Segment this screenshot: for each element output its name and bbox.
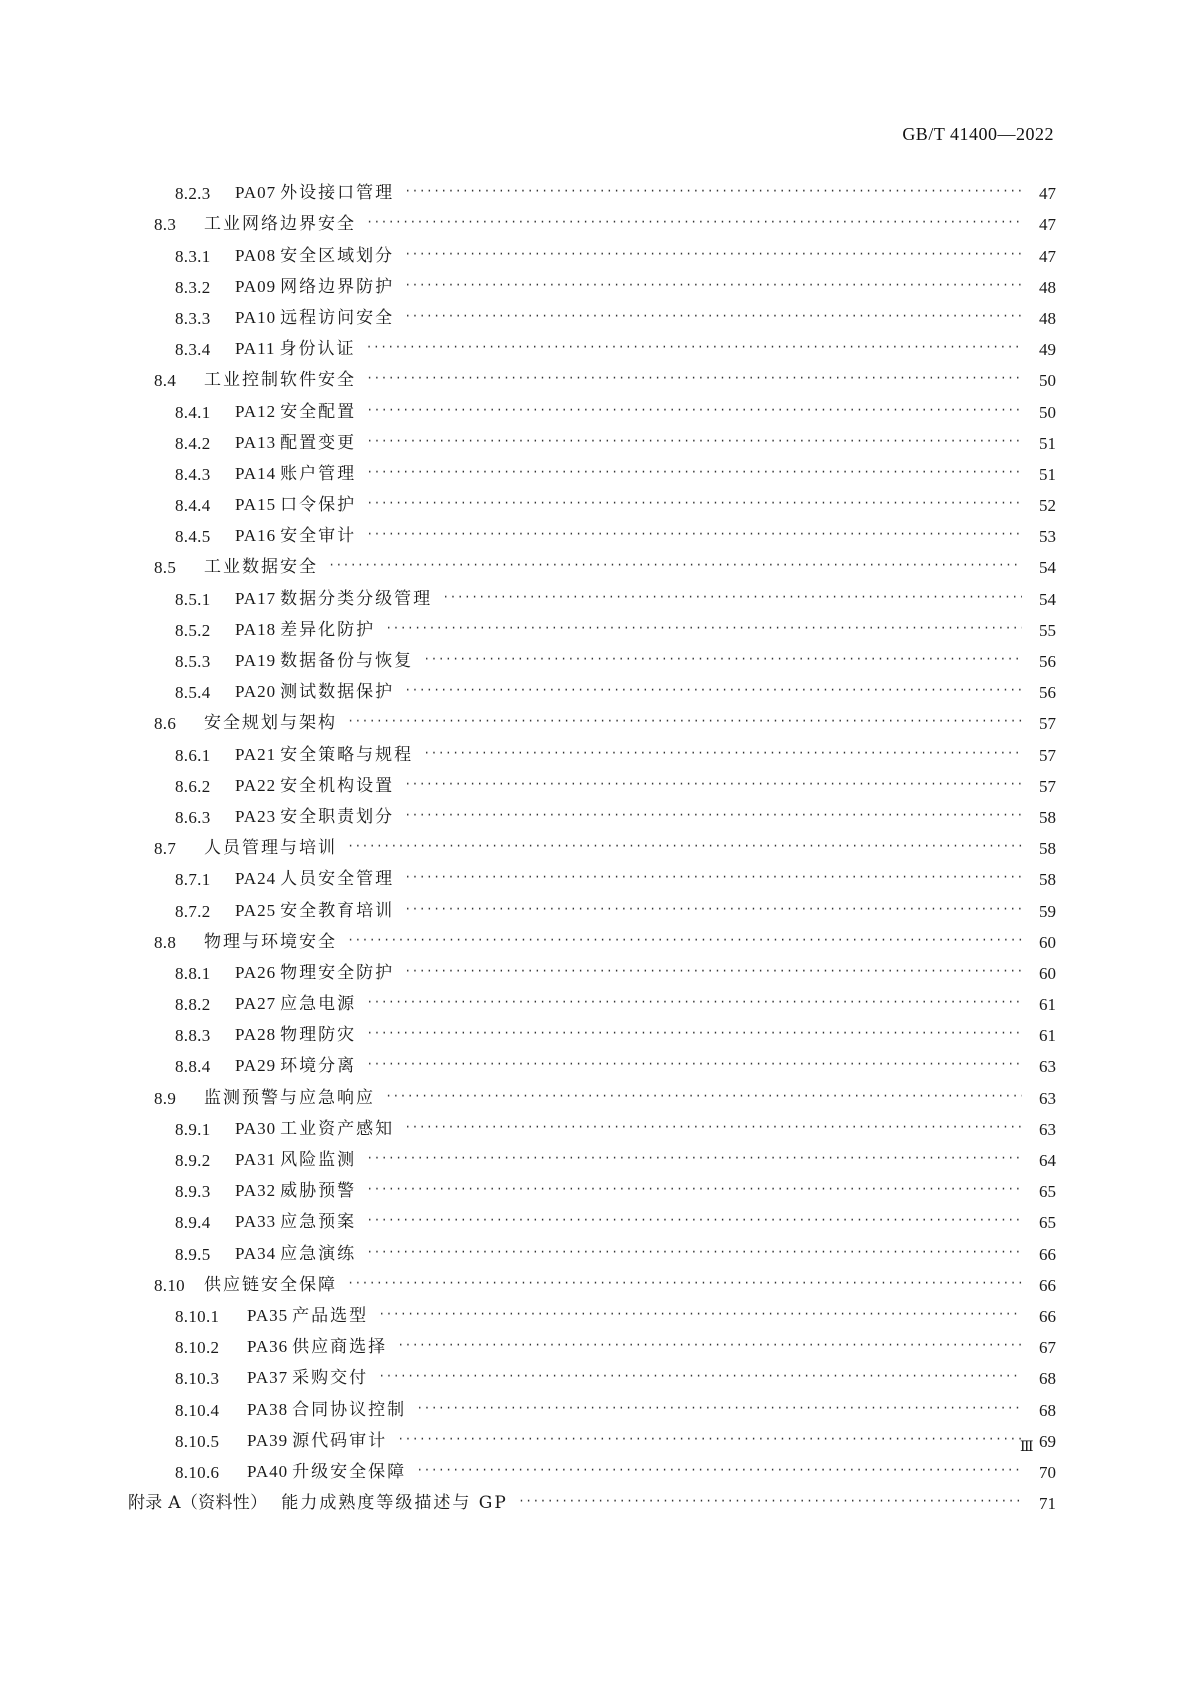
toc-entry-page: 51 bbox=[1039, 433, 1056, 453]
toc-entry-number: 8.4.4 bbox=[175, 496, 211, 516]
toc-entry-pa-code: PA27 bbox=[235, 994, 277, 1014]
toc-entry-label bbox=[204, 927, 337, 958]
toc-entry-page: 50 bbox=[1039, 371, 1056, 391]
toc-entry-label bbox=[235, 614, 375, 646]
toc-entry-page: 54 bbox=[1039, 558, 1056, 578]
toc-entry[interactable] bbox=[128, 958, 1056, 989]
toc-dot-leader bbox=[366, 1205, 1022, 1236]
toc-entry[interactable] bbox=[128, 490, 1056, 521]
toc-entry-page: 70 bbox=[1039, 1462, 1056, 1482]
toc-entry-page: 63 bbox=[1039, 1088, 1056, 1108]
toc-dot-leader bbox=[416, 1455, 1022, 1486]
toc-entry-label bbox=[235, 1238, 356, 1270]
toc-entry-label bbox=[235, 520, 356, 552]
toc-entry-page: 58 bbox=[1039, 839, 1056, 859]
toc-entry-title: 口令保护 bbox=[280, 495, 357, 516]
toc-entry-title: 远程访问安全 bbox=[280, 307, 395, 328]
table-of-contents bbox=[128, 178, 1056, 1519]
toc-entry-pa-code: PA23 bbox=[235, 806, 277, 826]
toc-entry-pa-code: PA29 bbox=[235, 1056, 277, 1076]
toc-dot-leader bbox=[423, 644, 1022, 675]
toc-dot-leader bbox=[416, 1393, 1022, 1424]
toc-entry-page: 49 bbox=[1039, 340, 1056, 360]
toc-entry[interactable] bbox=[128, 428, 1056, 459]
toc-entry-label bbox=[235, 1206, 356, 1238]
toc-entry-title: 应急演练 bbox=[280, 1243, 357, 1264]
toc-dot-leader bbox=[366, 1174, 1022, 1205]
toc-entry-title: 安全教育培训 bbox=[280, 900, 395, 921]
toc-entry[interactable] bbox=[128, 802, 1056, 833]
toc-entry-label bbox=[235, 1019, 356, 1051]
toc-entry-title: 安全审计 bbox=[280, 526, 357, 547]
toc-entry-label bbox=[235, 988, 356, 1020]
toc-entry-number: 8.5.1 bbox=[175, 589, 211, 609]
toc-entry[interactable] bbox=[128, 1332, 1056, 1363]
toc-entry[interactable] bbox=[128, 927, 1056, 958]
toc-entry-pa-code: PA30 bbox=[235, 1118, 277, 1138]
toc-entry-pa-code: PA07 bbox=[235, 183, 277, 203]
toc-entry-number: 8.4.1 bbox=[175, 402, 211, 422]
toc-entry-number: 8.8.1 bbox=[175, 963, 211, 983]
toc-entry[interactable] bbox=[128, 833, 1056, 864]
toc-dot-leader bbox=[366, 987, 1022, 1018]
toc-entry-page: 54 bbox=[1039, 589, 1056, 609]
toc-dot-leader bbox=[347, 1268, 1022, 1299]
toc-entry-number: 8.9.5 bbox=[175, 1244, 211, 1264]
toc-entry-pa-code: PA08 bbox=[235, 245, 277, 265]
toc-entry-pa-code: PA13 bbox=[235, 432, 277, 452]
toc-entry-number: 8.8.4 bbox=[175, 1057, 211, 1077]
toc-dot-leader bbox=[404, 800, 1022, 831]
toc-entry-pa-code: PA32 bbox=[235, 1181, 277, 1201]
toc-entry[interactable] bbox=[128, 646, 1056, 677]
toc-entry-number: 8.5.4 bbox=[175, 683, 211, 703]
toc-dot-leader bbox=[385, 613, 1022, 644]
toc-entry-pa-code: PA22 bbox=[235, 775, 277, 795]
toc-entry-number: 8.10 bbox=[154, 1275, 185, 1295]
toc-entry-label bbox=[235, 240, 394, 272]
toc-dot-leader bbox=[442, 582, 1022, 613]
toc-entry-number: 8.3.4 bbox=[175, 340, 211, 360]
toc-entry-page: 67 bbox=[1039, 1338, 1056, 1358]
toc-dot-leader bbox=[366, 395, 1022, 426]
toc-entry-number: 8.9.3 bbox=[175, 1182, 211, 1202]
toc-entry-number: 8.3 bbox=[154, 215, 177, 235]
toc-entry-label bbox=[281, 1488, 507, 1519]
toc-entry-page: 47 bbox=[1039, 246, 1056, 266]
toc-entry-page: 66 bbox=[1039, 1275, 1056, 1295]
toc-entry-number: 8.10.5 bbox=[175, 1431, 220, 1451]
toc-entry[interactable] bbox=[128, 708, 1056, 739]
toc-entry-pa-code: PA19 bbox=[235, 651, 277, 670]
toc-entry-title: 工业数据安全 bbox=[204, 557, 318, 578]
toc-dot-leader bbox=[404, 176, 1022, 207]
toc-entry[interactable] bbox=[128, 209, 1056, 240]
toc-entry-title: 物理防灾 bbox=[280, 1025, 357, 1046]
toc-entry-page: 50 bbox=[1039, 402, 1056, 422]
toc-entry-title: 数据分类分级管理 bbox=[280, 588, 433, 609]
toc-entry[interactable] bbox=[128, 1207, 1056, 1238]
toc-entry-page: 57 bbox=[1039, 714, 1056, 734]
toc-entry-number: 8.4 bbox=[154, 371, 177, 391]
toc-entry-label bbox=[235, 801, 394, 833]
toc-entry-pa-code: PA20 bbox=[235, 682, 277, 702]
toc-entry-label bbox=[235, 396, 356, 428]
toc-entry-label bbox=[235, 333, 356, 365]
toc-entry-title: 账户管理 bbox=[280, 463, 357, 484]
toc-entry-label bbox=[235, 302, 394, 334]
toc-dot-leader bbox=[378, 1361, 1022, 1392]
toc-entry-page: 58 bbox=[1039, 870, 1056, 890]
toc-entry-page: 59 bbox=[1039, 901, 1056, 921]
toc-entry-title: 安全策略与规程 bbox=[280, 744, 414, 765]
toc-entry-label bbox=[235, 1144, 356, 1176]
toc-entry[interactable] bbox=[128, 1145, 1056, 1176]
toc-entry-title: 供应商选择 bbox=[292, 1337, 388, 1358]
toc-entry-number: 8.10.3 bbox=[175, 1369, 220, 1389]
toc-entry-pa-code: PA40 bbox=[247, 1461, 289, 1481]
toc-entry-label bbox=[247, 1331, 387, 1363]
toc-entry-page: 47 bbox=[1039, 184, 1056, 204]
toc-entry[interactable] bbox=[128, 178, 1056, 209]
toc-entry-pa-code: PA26 bbox=[235, 962, 277, 982]
toc-entry-title: 供应链安全保障 bbox=[204, 1274, 337, 1295]
toc-entry-label bbox=[235, 645, 413, 677]
toc-dot-leader bbox=[366, 1237, 1022, 1268]
toc-entry[interactable] bbox=[128, 1270, 1056, 1301]
toc-entry[interactable] bbox=[128, 739, 1056, 770]
toc-entry[interactable] bbox=[128, 677, 1056, 708]
toc-entry-page: 61 bbox=[1039, 1026, 1056, 1046]
toc-entry[interactable] bbox=[128, 771, 1056, 802]
toc-entry-title: 人员管理与培训 bbox=[204, 838, 337, 859]
toc-entry[interactable] bbox=[128, 1426, 1056, 1457]
toc-entry-pa-code: PA39 bbox=[247, 1430, 289, 1450]
toc-entry-pa-code: PA14 bbox=[235, 463, 277, 483]
toc-entry-number: 8.9.1 bbox=[175, 1119, 211, 1139]
toc-entry-page: 68 bbox=[1039, 1400, 1056, 1420]
toc-entry-title: 升级安全保障 bbox=[292, 1461, 407, 1482]
toc-dot-leader bbox=[347, 706, 1022, 737]
toc-entry-title: 安全区域划分 bbox=[280, 245, 395, 266]
toc-entry-title: 能力成熟度等级描述与 GP bbox=[281, 1493, 508, 1514]
toc-entry-title: 配置变更 bbox=[280, 432, 357, 453]
toc-entry-pa-code: PA17 bbox=[235, 588, 277, 608]
toc-entry-page: 55 bbox=[1039, 620, 1056, 640]
toc-entry[interactable] bbox=[128, 615, 1056, 646]
toc-entry-label bbox=[235, 1113, 394, 1145]
toc-entry[interactable] bbox=[128, 989, 1056, 1020]
toc-entry-label bbox=[247, 1394, 406, 1426]
toc-entry[interactable] bbox=[128, 1488, 1056, 1519]
toc-entry-number: 8.4.5 bbox=[175, 527, 211, 547]
toc-dot-leader bbox=[366, 363, 1022, 394]
toc-entry[interactable] bbox=[128, 459, 1056, 490]
document-code-header: GB/T 41400—2022 bbox=[902, 124, 1054, 144]
toc-dot-leader bbox=[328, 550, 1022, 581]
toc-entry-page: 63 bbox=[1039, 1119, 1056, 1139]
toc-entry-number: 8.9 bbox=[154, 1088, 177, 1108]
toc-entry-page: 48 bbox=[1039, 277, 1056, 297]
toc-dot-leader bbox=[397, 1424, 1022, 1455]
toc-entry-page: 66 bbox=[1039, 1244, 1056, 1264]
toc-entry-page: 53 bbox=[1039, 527, 1056, 547]
toc-entry-title: 安全机构设置 bbox=[280, 775, 395, 796]
toc-entry-label bbox=[204, 209, 356, 240]
toc-entry[interactable] bbox=[128, 1301, 1056, 1332]
toc-entry-number: 8.3.1 bbox=[175, 246, 211, 266]
toc-entry-number: 8.8 bbox=[154, 932, 177, 952]
toc-entry[interactable] bbox=[128, 521, 1056, 552]
toc-dot-leader bbox=[366, 1049, 1022, 1080]
toc-entry-label bbox=[235, 271, 394, 303]
toc-entry-label bbox=[235, 458, 356, 490]
toc-entry-title: 测试数据保护 bbox=[280, 682, 395, 703]
toc-entry-title: 监测预警与应急响应 bbox=[204, 1087, 375, 1108]
toc-entry[interactable] bbox=[128, 1363, 1056, 1394]
toc-entry-number: 附录 A（资料性） bbox=[128, 1493, 268, 1514]
toc-entry-label bbox=[204, 1270, 337, 1301]
toc-entry-pa-code: PA31 bbox=[235, 1150, 277, 1169]
toc-dot-leader bbox=[385, 1081, 1022, 1112]
toc-entry-number: 8.3.2 bbox=[175, 277, 211, 297]
toc-dot-leader bbox=[404, 675, 1022, 706]
toc-entry-page: 60 bbox=[1039, 932, 1056, 952]
toc-entry-pa-code: PA09 bbox=[235, 276, 277, 296]
toc-dot-leader bbox=[423, 738, 1022, 769]
toc-entry-pa-code: PA36 bbox=[247, 1337, 289, 1357]
toc-dot-leader bbox=[366, 488, 1022, 519]
toc-entry-label bbox=[235, 583, 432, 615]
toc-entry-pa-code: PA12 bbox=[235, 401, 277, 421]
toc-dot-leader bbox=[404, 769, 1022, 800]
toc-entry[interactable] bbox=[128, 895, 1056, 926]
toc-entry-label bbox=[235, 739, 413, 771]
toc-entry-page: 48 bbox=[1039, 308, 1056, 328]
toc-entry-pa-code: PA37 bbox=[247, 1368, 289, 1388]
toc-entry-label bbox=[235, 957, 394, 989]
toc-entry-label bbox=[204, 552, 318, 583]
toc-entry-label bbox=[204, 708, 337, 739]
toc-entry-pa-code: PA28 bbox=[235, 1025, 277, 1045]
toc-entry-number: 8.5.3 bbox=[175, 652, 211, 671]
toc-dot-leader bbox=[366, 332, 1022, 363]
toc-dot-leader bbox=[397, 1330, 1022, 1361]
toc-entry-page: 57 bbox=[1039, 776, 1056, 796]
toc-dot-leader bbox=[518, 1486, 1022, 1517]
toc-dot-leader bbox=[347, 925, 1022, 956]
toc-entry-title: 人员安全管理 bbox=[280, 869, 395, 890]
toc-entry-number: 8.10.4 bbox=[175, 1400, 220, 1420]
toc-entry-page: 71 bbox=[1039, 1494, 1056, 1514]
toc-entry[interactable] bbox=[128, 1114, 1056, 1145]
toc-entry[interactable] bbox=[128, 1176, 1056, 1207]
toc-entry-number: 8.4.2 bbox=[175, 433, 211, 453]
toc-entry-pa-code: PA21 bbox=[235, 744, 277, 764]
toc-entry-page: 61 bbox=[1039, 995, 1056, 1015]
toc-entry-number: 8.10.1 bbox=[175, 1306, 220, 1326]
toc-dot-leader bbox=[366, 207, 1022, 238]
toc-entry-number: 8.6.3 bbox=[175, 807, 211, 827]
toc-dot-leader bbox=[404, 956, 1022, 987]
toc-entry-title: 物理安全防护 bbox=[280, 962, 395, 983]
toc-entry-number: 8.6.2 bbox=[175, 776, 211, 796]
toc-entry[interactable] bbox=[128, 1020, 1056, 1051]
toc-entry-pa-code: PA18 bbox=[235, 619, 277, 639]
toc-entry-pa-code: PA38 bbox=[247, 1399, 289, 1419]
toc-entry-title: 应急预案 bbox=[280, 1212, 357, 1233]
toc-entry-title: 安全规划与架构 bbox=[204, 713, 337, 734]
toc-entry-label bbox=[247, 1362, 368, 1394]
toc-entry-title: 合同协议控制 bbox=[292, 1399, 407, 1420]
toc-dot-leader bbox=[366, 1143, 1022, 1174]
toc-entry-title: 环境分离 bbox=[280, 1056, 357, 1077]
toc-entry-title: 威胁预警 bbox=[280, 1181, 357, 1202]
toc-entry[interactable] bbox=[128, 1238, 1056, 1269]
toc-entry-number: 8.7.1 bbox=[175, 870, 211, 890]
toc-entry-pa-code: PA16 bbox=[235, 526, 277, 546]
toc-entry-title: 工业网络边界安全 bbox=[204, 214, 356, 235]
toc-entry-title: 安全配置 bbox=[280, 401, 357, 422]
toc-entry[interactable] bbox=[128, 583, 1056, 614]
toc-entry-page: 47 bbox=[1039, 215, 1056, 235]
toc-entry-title: 产品选型 bbox=[292, 1305, 369, 1326]
toc-entry-label bbox=[235, 895, 394, 927]
toc-entry-pa-code: PA11 bbox=[235, 339, 276, 359]
toc-entry-label bbox=[235, 489, 356, 521]
toc-entry[interactable] bbox=[128, 303, 1056, 334]
toc-entry-number: 8.6.1 bbox=[175, 745, 211, 765]
toc-entry-pa-code: PA33 bbox=[235, 1212, 277, 1232]
toc-entry[interactable] bbox=[128, 1457, 1056, 1488]
toc-entry[interactable] bbox=[128, 240, 1056, 271]
toc-entry-page: 58 bbox=[1039, 807, 1056, 827]
toc-entry-page: 60 bbox=[1039, 963, 1056, 983]
toc-entry[interactable] bbox=[128, 272, 1056, 303]
toc-dot-leader bbox=[378, 1299, 1022, 1330]
toc-entry-label bbox=[235, 177, 394, 209]
toc-dot-leader bbox=[366, 1018, 1022, 1049]
toc-entry-title: 工业控制软件安全 bbox=[204, 370, 356, 391]
toc-entry-page: 69 bbox=[1039, 1431, 1056, 1451]
toc-entry-title: 身份认证 bbox=[279, 339, 356, 360]
page-number-footer: Ⅲ bbox=[1020, 1440, 1034, 1455]
toc-entry-page: 64 bbox=[1039, 1151, 1056, 1170]
toc-entry-pa-code: PA34 bbox=[235, 1243, 277, 1263]
toc-entry[interactable] bbox=[128, 552, 1056, 583]
toc-dot-leader bbox=[366, 457, 1022, 488]
toc-entry-label bbox=[204, 365, 356, 396]
toc-entry-number: 8.10.2 bbox=[175, 1338, 220, 1358]
toc-entry-number: 8.6 bbox=[154, 714, 177, 734]
toc-entry-page: 57 bbox=[1039, 745, 1056, 765]
toc-entry-page: 56 bbox=[1039, 683, 1056, 703]
toc-entry-number: 8.7.2 bbox=[175, 901, 211, 921]
toc-entry-label bbox=[235, 1050, 356, 1082]
toc-entry-pa-code: PA15 bbox=[235, 495, 277, 515]
toc-entry-number: 8.2.3 bbox=[175, 184, 211, 204]
toc-dot-leader bbox=[404, 894, 1022, 925]
toc-entry-label bbox=[235, 770, 394, 802]
toc-entry-title: 数据备份与恢复 bbox=[280, 651, 414, 671]
toc-dot-leader bbox=[366, 426, 1022, 457]
toc-dot-leader bbox=[404, 1112, 1022, 1143]
toc-entry-number: 8.8.3 bbox=[175, 1026, 211, 1046]
toc-entry-label bbox=[235, 427, 356, 459]
toc-entry[interactable] bbox=[128, 365, 1056, 396]
toc-entry-title: 源代码审计 bbox=[292, 1430, 388, 1451]
toc-entry-title: 应急电源 bbox=[280, 994, 357, 1015]
toc-entry[interactable] bbox=[128, 334, 1056, 365]
toc-entry-pa-code: PA35 bbox=[247, 1305, 289, 1325]
toc-dot-leader bbox=[404, 301, 1022, 332]
toc-entry-title: 网络边界防护 bbox=[280, 276, 395, 297]
toc-entry-title: 工业资产感知 bbox=[280, 1118, 395, 1139]
toc-entry[interactable] bbox=[128, 396, 1056, 427]
toc-entry-page: 52 bbox=[1039, 496, 1056, 516]
toc-entry-page: 51 bbox=[1039, 464, 1056, 484]
toc-entry-label bbox=[247, 1425, 387, 1457]
toc-entry-title: 外设接口管理 bbox=[280, 183, 395, 204]
toc-entry-label bbox=[235, 863, 394, 895]
toc-dot-leader bbox=[404, 270, 1022, 301]
toc-entry-label bbox=[204, 1083, 375, 1114]
toc-entry-title: 差异化防护 bbox=[280, 619, 376, 640]
toc-entry-label bbox=[204, 833, 337, 864]
toc-entry-label bbox=[235, 1175, 356, 1207]
toc-entry-number: 8.8.2 bbox=[175, 995, 211, 1015]
toc-entry-page: 68 bbox=[1039, 1369, 1056, 1389]
toc-entry-number: 8.4.3 bbox=[175, 464, 211, 484]
toc-dot-leader bbox=[347, 831, 1022, 862]
toc-entry-pa-code: PA24 bbox=[235, 869, 277, 889]
toc-entry-page: 65 bbox=[1039, 1182, 1056, 1202]
toc-entry-title: 风险监测 bbox=[280, 1150, 357, 1170]
toc-entry-label bbox=[235, 676, 394, 708]
toc-entry-label bbox=[247, 1300, 368, 1332]
toc-dot-leader bbox=[404, 862, 1022, 893]
toc-entry-number: 8.9.2 bbox=[175, 1151, 211, 1170]
toc-dot-leader bbox=[404, 239, 1022, 270]
toc-entry-page: 65 bbox=[1039, 1213, 1056, 1233]
toc-entry-title: 物理与环境安全 bbox=[204, 931, 337, 952]
toc-entry-page: 63 bbox=[1039, 1057, 1056, 1077]
toc-entry-number: 8.3.3 bbox=[175, 308, 211, 328]
toc-entry-pa-code: PA10 bbox=[235, 307, 277, 327]
toc-entry[interactable] bbox=[128, 1394, 1056, 1425]
toc-entry-number: 8.7 bbox=[154, 839, 177, 859]
toc-entry-page: 56 bbox=[1039, 652, 1056, 671]
toc-entry[interactable] bbox=[128, 1082, 1056, 1113]
toc-entry-title: 采购交付 bbox=[292, 1368, 369, 1389]
toc-entry-number: 8.10.6 bbox=[175, 1462, 220, 1482]
toc-entry-page: 66 bbox=[1039, 1306, 1056, 1326]
toc-dot-leader bbox=[366, 519, 1022, 550]
toc-entry[interactable] bbox=[128, 864, 1056, 895]
toc-entry[interactable] bbox=[128, 1051, 1056, 1082]
toc-entry-number: 8.5.2 bbox=[175, 620, 211, 640]
toc-entry-title: 安全职责划分 bbox=[280, 806, 395, 827]
toc-entry-pa-code: PA25 bbox=[235, 900, 277, 920]
toc-entry-number: 8.9.4 bbox=[175, 1213, 211, 1233]
toc-entry-number: 8.5 bbox=[154, 558, 177, 578]
toc-entry-label bbox=[247, 1456, 406, 1488]
